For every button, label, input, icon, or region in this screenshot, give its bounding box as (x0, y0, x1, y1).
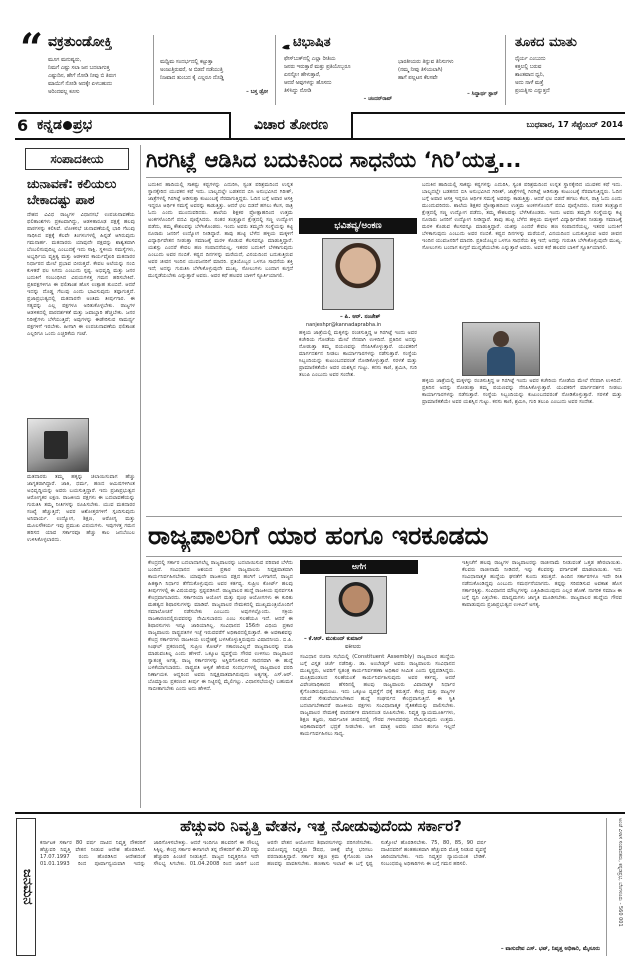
section-rule (146, 516, 622, 517)
box1-center-line: ನಿಜವಾದ ತುಂಬದ ಕೈ ಎಲ್ಲರೂ ದೊಡ್ಡಿ (160, 75, 224, 81)
author-byline: – ಪಿ. ಆರ್. ನಂಜೇಶ್ (340, 314, 381, 320)
box2-line: ಆದರೆ ಅವುಗಳನ್ನು ಹೊಸದು (284, 80, 332, 86)
lead-body-col2: ಹಳ್ಳಿಯ ಜಾತ್ರೆಯಲ್ಲಿ ಮಕ್ಕಳನ್ನು ರಂಜಿಸುತ್ತಿದ್ದ ಆ ಗಿರಗಿಟ್ಲೆ ಇಂದು ಅವರ ಕಚೇರಿಯ ಗೋಡೆಯ ಮೇಲೆ ನೆನಪಾಗಿ ಉಳಿದಿದೆ. ಪ್ರತಿದಿನ ಅದನ್ನು ನೋಡುತ್ತಾ ತಮ್ಮ ಪಯಣವನ್ನು ನೆನಪಿಸಿಕೊಳ್ಳುತ್ತಾರೆ. ಯುವಕರಿಗೆ ಮಾರ್ಗದರ್ಶನ ನೀಡಲು ಕಾರ್ಯಾಗಾರಗಳನ್ನು ನಡೆಸುತ್ತಾರೆ. ಸಂಸ್ಥೆಯ ಸಿಬ್ಬಂದಿಯನ್ನು ಕುಟುಂಬದವರಂತೆ ನೋಡಿಕೊಳ್ಳುತ್ತಾರೆ. ಸರಳತೆ ಮತ್ತು ಪ್ರಾಮಾಣಿಕತೆಯೇ ಅವರ ಯಶಸ್ಸಿನ ಗುಟ್ಟು. ಕನಸು ಕಾಣಿ, ಶ್ರಮಿಸಿ, ಗುರಿ ತಲುಪಿ ಎಂಬುದು ಅವರ ಸಂದೇಶ. (299, 330, 417, 378)
box1-line: ಎಷ್ಟುದಿನ, ಹೇಗೆ ನೋಡಿ ನೀವು ಬಿ ತಿರುಗ (48, 73, 116, 79)
editorial-photo (27, 418, 89, 472)
box1-line: ಮಾಯಿಗೆ ನೋಡಿ ಅದಕ್ಕೇ ಏಳಬಹುದು (48, 81, 113, 87)
letters-side-note: ಅಂಚೆ ವಿಳಾಸ ಸಂಪಾದಕರು, ಕನ್ನಡಪ್ರಭ, ಬೆಂಗಳೂರು - 560 001 (606, 818, 623, 956)
box1-center-line: ಅಂಜುತ್ತಿರುವರೆ, ಅ ಬಿಡದೆ ನಡೆಯುತ್ತಿ (160, 67, 224, 73)
top-strip (0, 0, 634, 110)
box3-line: ಧೈರ್ಯ ಎಂಬುದು (515, 56, 546, 62)
box2-line: ಜನರು ಇರುತ್ತಾರೆ ಮತ್ತು ಪ್ರತಿಯೊಬ್ಬರೂ (284, 64, 351, 70)
lead-body-col3 (422, 182, 622, 322)
paper-name-left: ಕನ್ನಡ (37, 117, 62, 133)
bottom-rule (15, 812, 625, 814)
lamp-icon (63, 121, 72, 130)
box3-line: ಪ್ರಯತ್ನಿಸು ಎನ್ನುತ್ತದೆ (515, 88, 550, 94)
box1-line: ಮೂಗ ಮನುಷ್ಯರು, (48, 57, 82, 63)
divider (153, 35, 154, 105)
box2-line: ಏನನ್ನೋ ಹೇಳುತ್ತಾರೆ, (284, 72, 321, 78)
box2b-text (398, 58, 498, 98)
box3-line: ಕತ್ತಲಲ್ಲಿ ಬರುವ (515, 64, 542, 70)
quote-mark-icon: “ (20, 25, 44, 72)
box1-center-text (160, 58, 268, 96)
lead-body-col4: ಹಳ್ಳಿಯ ಜಾತ್ರೆಯಲ್ಲಿ ಮಕ್ಕಳನ್ನು ರಂಜಿಸುತ್ತಿದ್ದ ಆ ಗಿರಗಿಟ್ಲೆ ಇಂದು ಅವರ ಕಚೇರಿಯ ಗೋಡೆಯ ಮೇಲೆ ನೆನಪಾಗಿ ಉಳಿದಿದೆ. ಪ್ರತಿದಿನ ಅದನ್ನು ನೋಡುತ್ತಾ ತಮ್ಮ ಪಯಣವನ್ನು ನೆನಪಿಸಿಕೊಳ್ಳುತ್ತಾರೆ. ಯುವಕರಿಗೆ ಮಾರ್ಗದರ್ಶನ ನೀಡಲು ಕಾರ್ಯಾಗಾರಗಳನ್ನು ನಡೆಸುತ್ತಾರೆ. ಸಂಸ್ಥೆಯ ಸಿಬ್ಬಂದಿಯನ್ನು ಕುಟುಂಬದವರಂತೆ ನೋಡಿಕೊಳ್ಳುತ್ತಾರೆ. ಸರಳತೆ ಮತ್ತು ಪ್ರಾಮಾಣಿಕತೆಯೇ ಅವರ ಯಶಸ್ಸಿನ ಗುಟ್ಟು. ಕನಸು ಕಾಣಿ, ಶ್ರಮಿಸಿ, ಗುರಿ ತಲುಪಿ ಎಂಬುದು ಅವರ ಸಂದೇಶ. (422, 378, 622, 405)
headline-rule (146, 556, 622, 557)
box2b-attribution: – ಸಿದ್ದಾರ್ಥ ಸ್ಟಾನ್ (467, 91, 498, 97)
headline-rule (146, 177, 622, 178)
editorial-body: ದೇಶದ ವಿವಿಧ ರಾಜ್ಯಗಳ ವಿಧಾನಸಭೆ ಉಪಚುನಾವಣೆಯ ಫಲಿತಾಂಶಗಳು ಪ್ರಕಟವಾಗಿದ್ದು, ಆಡಳಿತಾರೂಢ ಪಕ್ಷಕ್ಕೆ ಹಲವು ಪಾಠಗಳನ್ನು ಕಲಿಸಿವೆ. ಲೋಕಸಭೆ ಚುನಾವಣೆಯಲ್ಲಿ ಭಾರಿ ಗೆಲುವು ಸಾಧಿಸಿದ ಪಕ್ಷಕ್ಕೆ ಕೆಲವೇ ತಿಂಗಳುಗಳಲ್ಲಿ ಹಿನ್ನಡೆ ಆಗಿರುವುದು ಗಮನಾರ್ಹ. ಮತದಾರರು ಯಾವುದೇ ಪಕ್ಷವನ್ನು ಶಾಶ್ವತವಾಗಿ ಬೆಂಬಲಿಸುವುದಿಲ್ಲ ಎಂಬುದಕ್ಕೆ ಇದು ಸಾಕ್ಷಿ. ಸ್ಥಳೀಯ ಸಮಸ್ಯೆಗಳು, ಅಭ್ಯರ್ಥಿಯ ವ್ಯಕ್ತಿತ್ವ ಮತ್ತು ಆಡಳಿತದ ಕಾರ್ಯವೈಖರಿ ಮತದಾರರ ನಿರ್ಧಾರದ ಮೇಲೆ ಪ್ರಭಾವ ಬೀರುತ್ತವೆ. ಕೇವಲ ಅಲೆಯನ್ನು ನಂಬಿ ಕುಳಿತರೆ ಫಲ ಸಿಗದು ಎಂಬುದು ಸ್ಪಷ್ಟ. ಅಭಿವೃದ್ಧಿ ಮತ್ತು ಜನರ ಬದುಕಿಗೆ ಸಂಬಂಧಿಸಿದ ವಿಷಯಗಳತ್ತ ಗಮನ ಹರಿಸಬೇಕಿದೆ. ಪ್ರತಿಪಕ್ಷಗಳಿಗೂ ಈ ಫಲಿತಾಂಶ ಹೊಸ ಉತ್ಸಾಹ ತುಂಬಿದೆ. ಆದರೆ ಇದನ್ನು ದೊಡ್ಡ ಗೆಲುವು ಎಂದು ಭಾವಿಸುವುದು ತಪ್ಪಾಗುತ್ತದೆ. ಪ್ರಜಾಪ್ರಭುತ್ವದಲ್ಲಿ ಮತದಾರನೇ ಅಂತಿಮ ತೀರ್ಪುಗಾರ. ಈ ಸತ್ಯವನ್ನು ಎಲ್ಲ ಪಕ್ಷಗಳೂ ಅರಿತುಕೊಳ್ಳಬೇಕು. ರಾಜ್ಯಗಳ ಆಡಳಿತದಲ್ಲಿ ಪಾರದರ್ಶಕತೆ ಮತ್ತು ಜವಾಬ್ದಾರಿ ಹೆಚ್ಚಬೇಕು. ಜನರ ನಿರೀಕ್ಷೆಗಳು ಬೆಳೆಯುತ್ತಿವೆ; ಅವುಗಳನ್ನು ಈಡೇರಿಸುವ ಸಾಮರ್ಥ್ಯ ಪಕ್ಷಗಳಿಗೆ ಇರಬೇಕು. ಹೀಗಾಗಿ ಈ ಉಪಚುನಾವಣೆಯ ಫಲಿತಾಂಶ ಎಲ್ಲರಿಗೂ ಒಂದು ಎಚ್ಚರಿಕೆಯ ಗಂಟೆ. (27, 212, 135, 337)
box2-title: ಟಿಭಾಷಿತ (293, 35, 331, 50)
writer-portrait (325, 576, 387, 634)
paper-logo (37, 117, 92, 133)
box2b-line: ಭಾರತೀಯರು ತಿನ್ನುವ ತಿನಿಸುಗಳು (398, 59, 454, 65)
opinion-label: ಅಗೆಗ (300, 560, 418, 574)
lead-body: ಬದುಕಿನ ಹಾದಿಯಲ್ಲಿ ಸಾಕಷ್ಟು ಕಷ್ಟಗಳನ್ನು ಎದುರಿಸಿ, ಸ್ವಂತ ಪರಿಶ್ರಮದಿಂದ ಉನ್ನತ ಸ್ಥಾನಕ್ಕೇರಿದ ಯುವಕನ ಕಥೆ ಇದು. ಬಾಲ್ಯದಲ್ಲೇ ಬಡತನದ ಬಿಸಿ ಅನುಭವಿಸಿದ ಗಿರೀಶ್, ಜಾತ್ರೆಗಳಲ್ಲಿ ಗಿರಗಿಟ್ಲೆ ಆಡಿಸುತ್ತಾ ಕುಟುಂಬಕ್ಕೆ ನೆರವಾಗುತ್ತಿದ್ದರು. ಓದಿನ ಬಗ್ಗೆ ಅಪಾರ ಆಸಕ್ತಿ ಇದ್ದರೂ ಆರ್ಥಿಕ ಸಮಸ್ಯೆ ಅವರನ್ನು ಕಾಡುತ್ತಿತ್ತು. ಆದರೆ ಛಲ ಬಿಡದೆ ಹಗಲು ಕೆಲಸ, ರಾತ್ರಿ ಓದು ಎಂದು ಮುಂದುವರಿದರು. ಶಾಲೆಯ ಶಿಕ್ಷಕರ ಪ್ರೋತ್ಸಾಹದಿಂದ ಉತ್ತಮ ಅಂಕಗಳೊಂದಿಗೆ ಪದವಿ ಪೂರೈಸಿದರು. ನಂತರ ತಂತ್ರಜ್ಞಾನ ಕ್ಷೇತ್ರದಲ್ಲಿ ಸಣ್ಣ ಉದ್ಯೋಗ ಪಡೆದು, ತಮ್ಮ ಕೌಶಲವನ್ನು ಬೆಳೆಸಿಕೊಂಡರು. ಇಂದು ಅವರು ತಮ್ಮದೇ ಸಂಸ್ಥೆಯನ್ನು ಕಟ್ಟಿ ನೂರಾರು ಜನರಿಗೆ ಉದ್ಯೋಗ ನೀಡಿದ್ದಾರೆ. ತಾವು ಹುಟ್ಟಿ ಬೆಳೆದ ಹಳ್ಳಿಯ ಮಕ್ಕಳಿಗೆ ವಿದ್ಯಾರ್ಥಿವೇತನ ನೀಡುತ್ತಾ ಸಮಾಜಕ್ಕೆ ಮರಳಿ ಕೊಡುವ ಕೆಲಸವನ್ನೂ ಮಾಡುತ್ತಿದ್ದಾರೆ. ಯಶಸ್ಸು ಎಂದರೆ ಕೇವಲ ಹಣ ಸಂಪಾದನೆಯಲ್ಲ, ಇತರರ ಬದುಕಿಗೆ ಬೆಳಕಾಗುವುದು ಎಂಬುದು ಅವರ ನಂಬಿಕೆ. ಕಷ್ಟದ ದಿನಗಳನ್ನು ಮರೆಯದೆ, ವಿನಯದಿಂದ ಬದುಕುತ್ತಿರುವ ಅವರ ಜೀವನ ಇಂದಿನ ಯುವಜನರಿಗೆ ಮಾದರಿ. ಪ್ರತಿಯೊಬ್ಬರ ಒಳಗೂ ಸಾಧನೆಯ ಶಕ್ತಿ ಇದೆ; ಅದನ್ನು ಗುರುತಿಸಿ ಬೆಳೆಸಿಕೊಳ್ಳುವುದೇ ಮುಖ್ಯ. ಸೋಲುಗಳು ಬಂದಾಗ ಕುಗ್ಗದೆ ಮುನ್ನಡೆಯಬೇಕು ಎನ್ನುತ್ತಾರೆ ಅವರು. ಅವರ ಕಥೆ ಹಲವರ ಬಾಳಿಗೆ ಸ್ಫೂರ್ತಿಯಾಗಲಿ. (148, 182, 293, 279)
lead-body-col1 (148, 182, 293, 512)
second-body-col1: ಕೇಂದ್ರದಲ್ಲಿ ಸರ್ಕಾರ ಬದಲಾದಾಗಲೆಲ್ಲ ರಾಜ್ಯಪಾಲರನ್ನು ಬದಲಾಯಿಸುವ ಪರಿಪಾಠ ಬೆಳೆದು ಬಂದಿದೆ. ಸಂವಿಧಾನದ ಆಶಯದ ಪ್ರಕಾರ ರಾಜ್ಯಪಾಲರು ನಿಷ್ಪಕ್ಷಪಾತವಾಗಿ ಕಾರ್ಯನಿರ್ವಹಿಸಬೇಕು. ಯಾವುದೇ ರಾಜಕೀಯ ಪಕ್ಷದ ಹಂಗಿಗೆ ಒಳಗಾಗದೆ, ರಾಜ್ಯದ ಹಿತಕ್ಕಾಗಿ ನಿರ್ಧಾರ ತೆಗೆದುಕೊಳ್ಳುವುದು ಅವರ ಕರ್ತವ್ಯ. ಸುಪ್ರೀಂ ಕೋರ್ಟ್ ಹಲವು ತೀರ್ಪುಗಳಲ್ಲಿ ಈ ವಿಷಯವನ್ನು ಸ್ಪಷ್ಟಪಡಿಸಿದೆ. ರಾಜ್ಯಪಾಲರ ಹುದ್ದೆ ರಾಜಕೀಯ ಪುನರ್ವಸತಿ ಕೇಂದ್ರವಾಗಬಾರದು. ಸರ್ಕಾರಿಯಾ ಆಯೋಗ ಮತ್ತು ಪುಂಛಿ ಆಯೋಗಗಳು ಈ ಕುರಿತು ಮಹತ್ವದ ಶಿಫಾರಸುಗಳನ್ನು ಮಾಡಿವೆ. ರಾಜ್ಯಪಾಲರ ನೇಮಕದಲ್ಲಿ ಮುಖ್ಯಮಂತ್ರಿಯೊಂದಿಗೆ ಸಮಾಲೋಚನೆ ನಡೆಸಬೇಕು ಎಂಬುದು ಅವುಗಳಲ್ಲೊಂದು. ಸಕ್ರಿಯ ರಾಜಕಾರಣದಲ್ಲಿರುವವರನ್ನು ನೇಮಿಸಬಾರದು ಎಂಬ ಸಲಹೆಯೂ ಇದೆ. ಆದರೆ ಈ ಶಿಫಾರಸುಗಳು ಇನ್ನೂ ಜಾರಿಯಾಗಿಲ್ಲ. ಸಂವಿಧಾನದ 156ನೇ ವಿಧಿಯ ಪ್ರಕಾರ ರಾಜ್ಯಪಾಲರು ರಾಷ್ಟ್ರಪತಿಗಳ ಇಚ್ಛೆ ಇರುವವರೆಗೆ ಅಧಿಕಾರದಲ್ಲಿರುತ್ತಾರೆ. ಈ ಅವಕಾಶವನ್ನು ಕೇಂದ್ರ ಸರ್ಕಾರಗಳು ರಾಜಕೀಯ ಉದ್ದೇಶಕ್ಕೆ ಬಳಸಿಕೊಳ್ಳುತ್ತಿರುವುದು ವಿಷಾದನೀಯ. ಬಿ.ಪಿ. ಸಿಂಘಲ್ ಪ್ರಕರಣದಲ್ಲಿ ಸುಪ್ರೀಂ ಕೋರ್ಟ್ ಸಕಾರಣವಿಲ್ಲದೆ ರಾಜ್ಯಪಾಲರನ್ನು ವಜಾ ಮಾಡುವಂತಿಲ್ಲ ಎಂದು ಹೇಳಿದೆ. ಒಕ್ಕೂಟ ವ್ಯವಸ್ಥೆಯ ಗೌರವ ಉಳಿಸಲು ರಾಜ್ಯಪಾಲರ ಸ್ವಾತಂತ್ರ್ಯ ಅಗತ್ಯ. ರಾಜ್ಯ ಸರ್ಕಾರಗಳನ್ನು ಅಸ್ಥಿರಗೊಳಿಸುವ ಸಾಧನವಾಗಿ ಈ ಹುದ್ದೆ ಬಳಕೆಯಾಗಬಾರದು. ರಾಷ್ಟ್ರಪತಿ ಆಳ್ವಿಕೆ ಹೇರುವ ಸಂದರ್ಭಗಳಲ್ಲಿ ರಾಜ್ಯಪಾಲರ ವರದಿ ನಿರ್ಣಾಯಕ. ಆದ್ದರಿಂದ ಅವರು ನಿಷ್ಪಕ್ಷಪಾತವಾಗಿರುವುದು ಅತ್ಯಗತ್ಯ. ಎಸ್.ಆರ್. ಬೊಮ್ಮಾಯಿ ಪ್ರಕರಣದ ತೀರ್ಪು ಈ ನಿಟ್ಟಿನಲ್ಲಿ ಮೈಲಿಗಲ್ಲು. ವಿಧಾನಸಭೆಯಲ್ಲೇ ಬಹುಮತ ಸಾಬೀತಾಗಬೇಕು ಎಂದು ಅದು ಹೇಳಿದೆ. (148, 560, 293, 692)
writer-role: ವಕೀಲರು (345, 644, 361, 650)
box2-line: ಫೇಸ್‌ಬುಕ್‌ನಲ್ಲಿ ಎಲ್ಲಾ ರೀತಿಯ (284, 56, 336, 62)
box2-line: ತಿಳಿಸಿದ್ದು ನೋಡಿ (284, 88, 312, 94)
person-body-shape (487, 347, 515, 375)
box1-line: ನಿಮಗೆ ಎಷ್ಟು ಸಲಾ ಜನ ಬದಲಾಗುತ್ತ (48, 65, 110, 71)
letters-signature: – ವಾಸುದೇವ ಎಸ್. ಭಟ್, ನಿವೃತ್ತ ಅಧಿಕಾರಿ, ಮೈಸೂರು (500, 946, 600, 952)
box1-center-line: ಮಧ್ಯಿಮ ಸಂದರ್ಭದಲ್ಲಿ ಕಟ್ಟುತ್ತಾ (160, 59, 213, 65)
box3-line: ಶಾಂತವಾದ ಧ್ವನಿ, (515, 72, 545, 78)
box3-line: ಅದು ನಾಳೆ ಮತ್ತೆ (515, 80, 544, 86)
box2-attribution: – ಚಂದನ್‌ರಾವ್ (363, 96, 392, 102)
box3-text (515, 55, 615, 95)
letters-headline: ಹೆಚ್ಚುವರಿ ನಿವೃತ್ತಿ ವೇತನ, ಇತ್ತ ನೋಡುವುದೆಂದು ಸರ್ಕಾರ? (180, 817, 462, 835)
divider (505, 35, 506, 105)
bird-icon (281, 37, 291, 47)
box1-line: ಅರಿಂದವಲ್ಲ ಕೂಸು (48, 89, 80, 95)
letters-label: ಜನಮನ (16, 818, 36, 956)
box1-attribution: – ಬಸ್ತ ಡ್ರೋ (246, 89, 268, 95)
editorial-label: ಸಂಪಾದಕೀಯ (25, 148, 129, 170)
second-body-col3: ಇತ್ತೀಚೆಗೆ ಹಲವು ರಾಜ್ಯಗಳ ರಾಜ್ಯಪಾಲರನ್ನು ರಾಜೀನಾಮೆ ನೀಡುವಂತೆ ಒತ್ತಡ ಹೇರಲಾಯಿತು. ಕೆಲವರು ರಾಜೀನಾಮೆ ನೀಡಿದರೆ, ಇನ್ನು ಕೆಲವರನ್ನು ವರ್ಗಾವಣೆ ಮಾಡಲಾಯಿತು. ಇದು ಸಂವಿಧಾನಾತ್ಮಕ ಹುದ್ದೆಯ ಘನತೆಗೆ ಕುಂದು ತರುತ್ತದೆ. ಹಿಂದಿನ ಸರ್ಕಾರಗಳೂ ಇದೇ ರೀತಿ ನಡೆದುಕೊಂಡಿದ್ದವು ಎಂಬುದು ಸಮರ್ಥನೆಯಾಗದು. ತಪ್ಪನ್ನು ಸರಿಪಡಿಸುವ ಅವಕಾಶ ಹೊಸ ಸರ್ಕಾರಕ್ಕಿತ್ತು. ಸಂವಿಧಾನದ ಮೌಲ್ಯಗಳನ್ನು ಎತ್ತಿಹಿಡಿಯುವುದು ಎಲ್ಲರ ಹೊಣೆ. ನಾಗರಿಕ ಸಮಾಜ ಈ ಬಗ್ಗೆ ಧ್ವನಿ ಎತ್ತಬೇಕು. ಮಾಧ್ಯಮಗಳು ಜಾಗೃತಿ ಮೂಡಿಸಬೇಕು. ರಾಜ್ಯಪಾಲರ ಹುದ್ದೆಯ ಗೌರವ ಕಾಪಾಡುವುದು ಪ್ರಜಾಪ್ರಭುತ್ವದ ಉಳಿವಿಗೆ ಅಗತ್ಯ. (462, 560, 622, 608)
box1-title: ವಕ್ರತುಂಡೋಕ್ತಿ (48, 34, 113, 50)
second-headline: ರಾಜ್ಯಪಾಲರಿಗೆ ಯಾರ ಹಂಗೂ ಇರಕೂಡದು (148, 521, 489, 550)
column-label: ಭವಿತವ್ಯ/ಅಂಕಣ (299, 218, 417, 234)
masthead (15, 112, 625, 140)
editorial-headline: ಚುನಾವಣೆ: ಕಲಿಯಲು ಬೇಕಾದಷ್ಟು ಪಾಠ (27, 176, 117, 207)
paper-name-right: ಪ್ರಭ (72, 117, 93, 133)
letters-body: ಕರ್ನಾಟಕ ಸರ್ಕಾರ 80 ವರ್ಷ ದಾಟಿದ ನಿವೃತ್ತ ನೌಕರರಿಗೆ ಹೆಚ್ಚುವರಿ ನಿವೃತ್ತಿ ವೇತನ ನೀಡುವ ಆದೇಶ ಹೊರಡಿಸಿದೆ. 17.07.1997 ರಂದು ಹೊರಡಿಸಿದ ಆದೇಶದಂತೆ 01.01.1993 ರಿಂದ ಪೂರ್ವಾನ್ವಯವಾಗಿ ಇದನ್ನು ಜಾರಿಗೊಳಿಸಬೇಕಿತ್ತು. ಆದರೆ ಇಂದಿಗೂ ಹಲವರಿಗೆ ಈ ಸೌಲಭ್ಯ ಸಿಕ್ಕಿಲ್ಲ. ಕೇಂದ್ರ ಸರ್ಕಾರ ಈಗಾಗಲೇ ತನ್ನ ನೌಕರರಿಗೆ ಶೇ.20 ರಷ್ಟು ಹೆಚ್ಚುವರಿ ಪಿಂಚಣಿ ನೀಡುತ್ತಿದೆ. ರಾಜ್ಯದ ನಿವೃತ್ತರಿಗೂ ಇದೇ ಸೌಲಭ್ಯ ಸಿಗಬೇಕು. 01.04.2008 ರಿಂದ ಜಾರಿಗೆ ಬಂದ ಆರನೇ ವೇತನ ಆಯೋಗದ ಶಿಫಾರಸುಗಳನ್ನು ಪರಿಗಣಿಸಬೇಕು. ವಯೋವೃದ್ಧ ನಿವೃತ್ತರು ಔಷಧ, ಚಿಕಿತ್ಸೆ ವೆಚ್ಚ ಭರಿಸಲು ಪರದಾಡುತ್ತಿದ್ದಾರೆ. ಸರ್ಕಾರ ತಕ್ಷಣ ಕ್ರಮ ಕೈಗೊಂಡು ಬಾಕಿ ಹಣವನ್ನು ಪಾವತಿಸಬೇಕು. ಹಣಕಾಸು ಇಲಾಖೆ ಈ ಬಗ್ಗೆ ಸ್ಪಷ್ಟ ಸುತ್ತೋಲೆ ಹೊರಡಿಸಬೇಕು. 75, 80, 85, 90 ವರ್ಷ ದಾಟಿದವರಿಗೆ ಹಂತಹಂತವಾಗಿ ಹೆಚ್ಚುವರಿ ಮೊತ್ತ ನೀಡುವ ವ್ಯವಸ್ಥೆ ಜಾರಿಯಾಗಬೇಕು. ಇದು ನಿವೃತ್ತರ ನ್ಯಾಯಯುತ ಬೇಡಿಕೆ. ಸಂಬಂಧಪಟ್ಟ ಅಧಿಕಾರಿಗಳು ಈ ಬಗ್ಗೆ ಗಮನ ಹರಿಸಲಿ. (40, 840, 487, 867)
box2b-line: (ನಮ್ಮ ನೀವು ತಿಳಿಯಲಾಗಿ) (398, 67, 443, 73)
box3-title: ತೂಕದ ಮಾತು (515, 35, 577, 50)
column-divider (140, 145, 141, 808)
issue-date: ಬುಧವಾರ, 17 ಸೆಪ್ಟೆಂಬರ್ 2014 (526, 120, 623, 129)
box1-text (48, 56, 143, 96)
lead-photo (462, 322, 540, 376)
writer-byline: – ಕೆ.ಆರ್. ಮುಕುಂದ್ ಕುಮಾರ್ (304, 636, 363, 642)
lead-headline: ಗಿರಗಿಟ್ಲೆ ಆಡಿಸಿದ ಬದುಕಿನಿಂದ ಸಾಧನೆಯ ‘ಗಿರಿ’ಯತ್ತ... (146, 148, 522, 172)
author-email: nanjeshpr@kannadaprabha.in (306, 322, 382, 328)
ballot-icon (44, 431, 68, 459)
divider (275, 35, 276, 105)
section-title: ವಿಚಾರ ತೋರಣ (229, 112, 353, 138)
page-number: 6 (17, 116, 29, 135)
box2-text (284, 55, 392, 103)
person-icon (493, 331, 509, 347)
box2b-line: ಹಾಗೆ ಪಲ್ಲಟನ ಕೆಲಸವೇ (398, 75, 438, 81)
second-body-col2: ಸಂವಿಧಾನ ರಚನಾ ಸಭೆಯಲ್ಲಿ (Constituent Assembly) ರಾಜ್ಯಪಾಲರ ಹುದ್ದೆಯ ಬಗ್ಗೆ ವಿಸ್ತೃತ ಚರ್ಚೆ ನಡೆದಿತ್ತು. ಡಾ. ಅಂಬೇಡ್ಕರ್ ಅವರು ರಾಜ್ಯಪಾಲರು ಸಂವಿಧಾನದ ಮುಖ್ಯಸ್ಥರು, ಅವರಿಗೆ ಸ್ವತಂತ್ರ ಕಾರ್ಯನಿರ್ವಹಣಾ ಅಧಿಕಾರ ಸೀಮಿತ ಎಂದು ಸ್ಪಷ್ಟಪಡಿಸಿದ್ದರು. ಮಂತ್ರಿಮಂಡಲದ ಸಲಹೆಯಂತೆ ಕಾರ್ಯನಿರ್ವಹಿಸುವುದು ಅವರ ಕರ್ತವ್ಯ. ಆದರೆ ವಿವೇಚನಾಧಿಕಾರದ ಹೆಸರಿನಲ್ಲಿ ಹಲವು ರಾಜ್ಯಪಾಲರು ವಿವಾದಾತ್ಮಕ ನಿರ್ಧಾರ ಕೈಗೊಂಡಿರುವುದುಂಟು. ಇದು ಒಕ್ಕೂಟ ವ್ಯವಸ್ಥೆಗೆ ಧಕ್ಕೆ ತರುತ್ತದೆ. ಕೇಂದ್ರ ಮತ್ತು ರಾಜ್ಯಗಳ ನಡುವೆ ಸೇತುವೆಯಾಗಬೇಕಾದ ಹುದ್ದೆ ಸಂಘರ್ಷದ ಕೇಂದ್ರವಾಗುತ್ತಿದೆ. ಈ ಸ್ಥಿತಿ ಬದಲಾಗಬೇಕಾದರೆ ರಾಜಕೀಯ ಪಕ್ಷಗಳು ಸಂವಿಧಾನಾತ್ಮಕ ನೈತಿಕತೆಯನ್ನು ಪಾಲಿಸಬೇಕು. ರಾಜ್ಯಪಾಲರ ನೇಮಕಕ್ಕೆ ಪಾರದರ್ಶಕ ಮಾನದಂಡ ರೂಪಿಸಬೇಕು. ನಿವೃತ್ತ ನ್ಯಾಯಮೂರ್ತಿಗಳು, ಶಿಕ್ಷಣ ತಜ್ಞರು, ಸಾರ್ವಜನಿಕ ಜೀವನದಲ್ಲಿ ಗೌರವ ಗಳಿಸಿದವರನ್ನು ನೇಮಿಸುವುದು ಉತ್ತಮ. ಅಧಿಕಾರಾವಧಿಗೆ ಭದ್ರತೆ ನೀಡಬೇಕು. ಆಗ ಮಾತ್ರ ಅವರು ಯಾರ ಹಂಗೂ ಇಲ್ಲದೆ ಕಾರ್ಯನಿರ್ವಹಿಸಲು ಸಾಧ್ಯ. (300, 654, 455, 737)
lead-body-right: ಬದುಕಿನ ಹಾದಿಯಲ್ಲಿ ಸಾಕಷ್ಟು ಕಷ್ಟಗಳನ್ನು ಎದುರಿಸಿ, ಸ್ವಂತ ಪರಿಶ್ರಮದಿಂದ ಉನ್ನತ ಸ್ಥಾನಕ್ಕೇರಿದ ಯುವಕನ ಕಥೆ ಇದು. ಬಾಲ್ಯದಲ್ಲೇ ಬಡತನದ ಬಿಸಿ ಅನುಭವಿಸಿದ ಗಿರೀಶ್, ಜಾತ್ರೆಗಳಲ್ಲಿ ಗಿರಗಿಟ್ಲೆ ಆಡಿಸುತ್ತಾ ಕುಟುಂಬಕ್ಕೆ ನೆರವಾಗುತ್ತಿದ್ದರು. ಓದಿನ ಬಗ್ಗೆ ಅಪಾರ ಆಸಕ್ತಿ ಇದ್ದರೂ ಆರ್ಥಿಕ ಸಮಸ್ಯೆ ಅವರನ್ನು ಕಾಡುತ್ತಿತ್ತು. ಆದರೆ ಛಲ ಬಿಡದೆ ಹಗಲು ಕೆಲಸ, ರಾತ್ರಿ ಓದು ಎಂದು ಮುಂದುವರಿದರು. ಶಾಲೆಯ ಶಿಕ್ಷಕರ ಪ್ರೋತ್ಸಾಹದಿಂದ ಉತ್ತಮ ಅಂಕಗಳೊಂದಿಗೆ ಪದವಿ ಪೂರೈಸಿದರು. ನಂತರ ತಂತ್ರಜ್ಞಾನ ಕ್ಷೇತ್ರದಲ್ಲಿ ಸಣ್ಣ ಉದ್ಯೋಗ ಪಡೆದು, ತಮ್ಮ ಕೌಶಲವನ್ನು ಬೆಳೆಸಿಕೊಂಡರು. ಇಂದು ಅವರು ತಮ್ಮದೇ ಸಂಸ್ಥೆಯನ್ನು ಕಟ್ಟಿ ನೂರಾರು ಜನರಿಗೆ ಉದ್ಯೋಗ ನೀಡಿದ್ದಾರೆ. ತಾವು ಹುಟ್ಟಿ ಬೆಳೆದ ಹಳ್ಳಿಯ ಮಕ್ಕಳಿಗೆ ವಿದ್ಯಾರ್ಥಿವೇತನ ನೀಡುತ್ತಾ ಸಮಾಜಕ್ಕೆ ಮರಳಿ ಕೊಡುವ ಕೆಲಸವನ್ನೂ ಮಾಡುತ್ತಿದ್ದಾರೆ. ಯಶಸ್ಸು ಎಂದರೆ ಕೇವಲ ಹಣ ಸಂಪಾದನೆಯಲ್ಲ, ಇತರರ ಬದುಕಿಗೆ ಬೆಳಕಾಗುವುದು ಎಂಬುದು ಅವರ ನಂಬಿಕೆ. ಕಷ್ಟದ ದಿನಗಳನ್ನು ಮರೆಯದೆ, ವಿನಯದಿಂದ ಬದುಕುತ್ತಿರುವ ಅವರ ಜೀವನ ಇಂದಿನ ಯುವಜನರಿಗೆ ಮಾದರಿ. ಪ್ರತಿಯೊಬ್ಬರ ಒಳಗೂ ಸಾಧನೆಯ ಶಕ್ತಿ ಇದೆ; ಅದನ್ನು ಗುರುತಿಸಿ ಬೆಳೆಸಿಕೊಳ್ಳುವುದೇ ಮುಖ್ಯ. ಸೋಲುಗಳು ಬಂದಾಗ ಕುಗ್ಗದೆ ಮುನ್ನಡೆಯಬೇಕು ಎನ್ನುತ್ತಾರೆ ಅವರು. ಅವರ ಕಥೆ ಹಲವರ ಬಾಳಿಗೆ ಸ್ಫೂರ್ತಿಯಾಗಲಿ. (422, 182, 622, 251)
editorial-body-continued: ಮತದಾರರು ತಮ್ಮ ಹಕ್ಕನ್ನು ಚಲಾಯಿಸುವಾಗ ಹೆಚ್ಚು ಜಾಗೃತರಾಗಿದ್ದಾರೆ. ಜಾತಿ, ಧರ್ಮ, ಹಣದ ಆಮಿಷಗಳಿಗಿಂತ ಅಭಿವೃದ್ಧಿಯನ್ನು ಅವರು ಬಯಸುತ್ತಿದ್ದಾರೆ. ಇದು ಪ್ರಜಾಪ್ರಭುತ್ವದ ಆರೋಗ್ಯಕರ ಲಕ್ಷಣ. ರಾಜಕೀಯ ಪಕ್ಷಗಳು ಈ ಬದಲಾವಣೆಯನ್ನು ಗುರುತಿಸಿ ತಮ್ಮ ನೀತಿಗಳನ್ನು ರೂಪಿಸಬೇಕು. ಯುವ ಮತದಾರರ ಸಂಖ್ಯೆ ಹೆಚ್ಚುತ್ತಿದೆ; ಅವರ ಆಶೋತ್ತರಗಳಿಗೆ ಸ್ಪಂದಿಸುವುದು ಅನಿವಾರ್ಯ. ಉದ್ಯೋಗ, ಶಿಕ್ಷಣ, ಆರೋಗ್ಯ ಮತ್ತು ಮೂಲಸೌಕರ್ಯ ಇವು ಪ್ರಮುಖ ವಿಷಯಗಳು. ಇವುಗಳತ್ತ ಗಮನ ಹರಿಸದ ಯಾವ ಸರ್ಕಾರವೂ ಹೆಚ್ಚು ಕಾಲ ಜನಬೆಂಬಲ ಉಳಿಸಿಕೊಳ್ಳಲಾರದು. (27, 474, 135, 543)
author-portrait (322, 238, 394, 310)
